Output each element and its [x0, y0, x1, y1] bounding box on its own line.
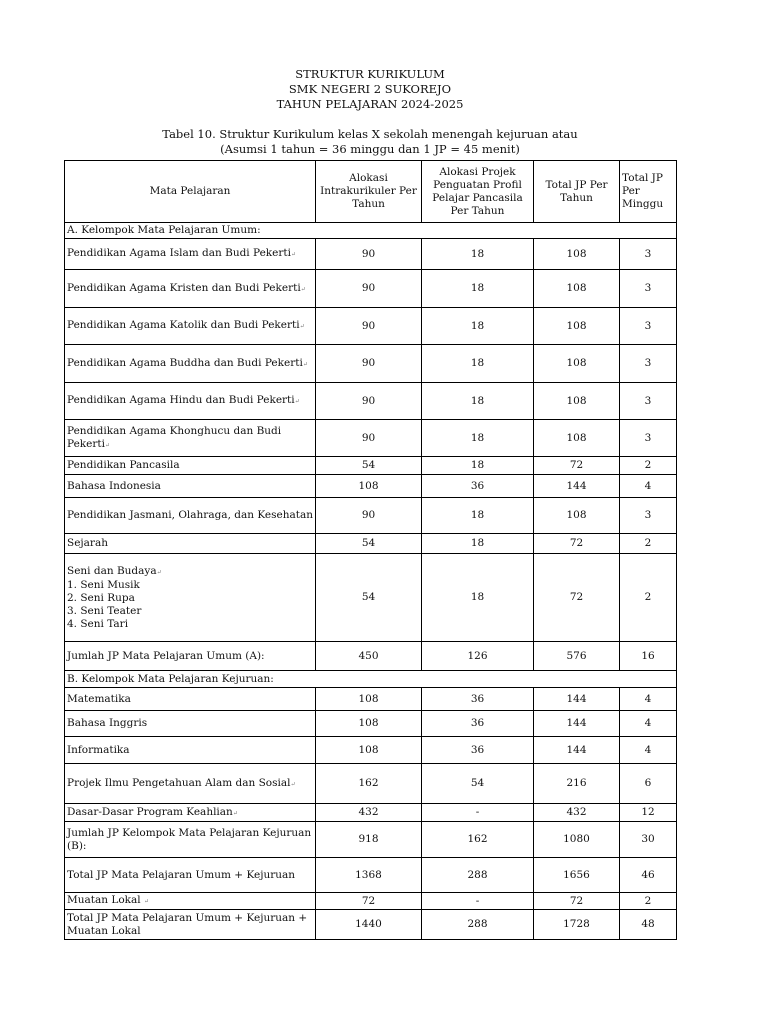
arts-item: 4. Seni Tari	[67, 617, 129, 630]
subject-name: Muatan Lokal	[67, 894, 141, 906]
projek-value: 18	[422, 383, 534, 420]
projek-value: 18	[422, 308, 534, 345]
total-minggu-value: 46	[620, 858, 677, 893]
curriculum-table	[64, 160, 677, 940]
total-minggu-value: 2	[620, 554, 677, 642]
total-minggu-value: 48	[620, 910, 677, 940]
projek-value: 18	[422, 239, 534, 270]
total-tahun-value: 216	[534, 764, 620, 804]
total-tahun-value: 144	[534, 737, 620, 764]
intra-value: 1368	[316, 858, 422, 893]
subject-name: Pendidikan Agama Islam dan Budi Pekerti	[67, 247, 291, 259]
paragraph-mark: ↵	[302, 360, 308, 368]
total-minggu-value: 3	[620, 270, 677, 308]
intra-value: 432	[316, 804, 422, 822]
projek-value: 288	[422, 858, 534, 893]
projek-value: 54	[422, 764, 534, 804]
paragraph-mark: ↵	[104, 441, 111, 449]
total-tahun-value: 72	[534, 457, 620, 475]
subject-name: Bahasa Inggris	[65, 711, 316, 737]
paragraph-mark: ↵	[299, 323, 305, 330]
total-tahun-value: 144	[534, 688, 620, 711]
intra-value: 108	[316, 688, 422, 711]
arts-item: 3. Seni Teater	[67, 604, 142, 617]
total-tahun-value: 576	[534, 642, 620, 671]
paragraph-mark: ↵	[300, 285, 306, 293]
paragraph-mark: ↵	[294, 398, 300, 405]
subject-name: Total JP Mata Pelajaran Umum + Kejuruan + Muatan Lokal	[65, 910, 316, 940]
total-tahun-value: 144	[534, 475, 620, 498]
subject-name: Sejarah	[65, 534, 316, 554]
total-tahun-value: 108	[534, 308, 620, 345]
projek-value: 18	[422, 270, 534, 308]
projek-value: 162	[422, 822, 534, 858]
paragraph-mark: ↵	[143, 898, 150, 905]
total-tahun-value: 1728	[534, 910, 620, 940]
total-minggu-value: 2	[620, 893, 677, 910]
caption-title: Tabel 10. Struktur Kurikulum kelas X sekolah menengah kejuruan atau	[162, 127, 578, 141]
projek-value: 18	[422, 498, 534, 534]
subtotal-a-row	[65, 642, 677, 671]
projek-value: 18	[422, 554, 534, 642]
intra-value: 1440	[316, 910, 422, 940]
paragraph-mark: ↵	[290, 780, 296, 788]
header-mata-pelajaran: Mata Pelajaran	[65, 161, 316, 223]
paragraph-mark: ↵	[232, 809, 238, 817]
total-minggu-value: 3	[620, 420, 677, 457]
total-tahun-value: 72	[534, 554, 620, 642]
subtotal-b-row	[65, 822, 677, 858]
total-minggu-value: 2	[620, 534, 677, 554]
projek-value: 18	[422, 420, 534, 457]
intra-value: 54	[316, 457, 422, 475]
projek-value: 18	[422, 345, 534, 383]
grand-total-row	[65, 910, 677, 940]
muatan-lokal-row	[65, 893, 677, 910]
subject-name: Pendidikan Pancasila	[65, 457, 316, 475]
header-school: SMK NEGERI 2 SUKOREJO	[288, 82, 452, 96]
projek-value: 18	[422, 457, 534, 475]
total-minggu-value: 3	[620, 308, 677, 345]
total-minggu-value: 3	[620, 239, 677, 270]
group-b-row	[65, 671, 677, 688]
total-tahun-value: 72	[534, 893, 620, 910]
total-tahun-value: 1656	[534, 858, 620, 893]
table-row	[65, 345, 677, 383]
total-minggu-value: 4	[620, 737, 677, 764]
table-row	[65, 475, 677, 498]
table-row	[65, 737, 677, 764]
total-tahun-value: 108	[534, 420, 620, 457]
subject-name: Pendidikan Agama Kristen dan Budi Pekerti	[67, 281, 301, 294]
intra-value: 90	[316, 239, 422, 270]
subject-name: Informatika	[65, 737, 316, 764]
table-row	[65, 498, 677, 534]
total-minggu-value: 4	[620, 711, 677, 737]
intra-value: 108	[316, 475, 422, 498]
total-tahun-value: 1080	[534, 822, 620, 858]
projek-value: -	[422, 893, 534, 910]
table-row	[65, 420, 677, 457]
projek-value: 126	[422, 642, 534, 671]
total-tahun-value: 108	[534, 270, 620, 308]
subject-name: Pendidikan Agama Hindu dan Budi Pekerti	[67, 394, 295, 406]
arts-row	[65, 554, 677, 642]
total-tahun-value: 432	[534, 804, 620, 822]
table-row	[65, 270, 677, 308]
intra-value: 450	[316, 642, 422, 671]
subject-name: Pendidikan Agama Buddha dan Budi Pekerti	[67, 356, 303, 369]
projek-value: 288	[422, 910, 534, 940]
group-a-row	[65, 223, 677, 239]
arts-item: 2. Seni Rupa	[67, 591, 135, 604]
document-header	[0, 67, 740, 112]
total-minggu-value: 30	[620, 822, 677, 858]
intra-value: 54	[316, 534, 422, 554]
table-row	[65, 534, 677, 554]
header-title: STRUKTUR KURIKULUM	[295, 67, 445, 81]
paragraph-mark: ↵	[290, 251, 297, 258]
total-minggu-value: 6	[620, 764, 677, 804]
intra-value: 90	[316, 308, 422, 345]
header-total-jp-tahun: Total JP Per Tahun	[534, 161, 620, 223]
subject-name: Dasar-Dasar Program Keahlian	[67, 805, 233, 818]
total-tahun-value: 108	[534, 498, 620, 534]
group-b-label: B. Kelompok Mata Pelajaran Kejuruan:	[65, 671, 677, 688]
table-caption	[0, 127, 740, 157]
subject-name: Total JP Mata Pelajaran Umum + Kejuruan	[65, 858, 316, 893]
header-alokasi-projek: Alokasi Projek Penguatan Profil Pelajar Pancasila Per Tahun	[422, 161, 534, 223]
intra-value: 54	[316, 554, 422, 642]
arts-item: 1. Seni Musik	[67, 578, 140, 591]
table-row	[65, 308, 677, 345]
arts-title: Seni dan Budaya	[67, 564, 157, 577]
table-row	[65, 764, 677, 804]
total-umum-kejuruan-row	[65, 858, 677, 893]
intra-value: 72	[316, 893, 422, 910]
subject-name: Matematika	[65, 688, 316, 711]
subject-name: Pendidikan Agama Katolik dan Budi Pekerti	[67, 319, 300, 331]
intra-value: 108	[316, 737, 422, 764]
projek-value: 18	[422, 534, 534, 554]
paragraph-mark: ↵	[156, 568, 162, 576]
projek-value: 36	[422, 737, 534, 764]
projek-value: 36	[422, 475, 534, 498]
table-row	[65, 383, 677, 420]
intra-value: 162	[316, 764, 422, 804]
subject-name: Jumlah JP Mata Pelajaran Umum (A):	[65, 642, 316, 671]
table-row	[65, 711, 677, 737]
subject-name: Projek Ilmu Pengetahuan Alam dan Sosial	[67, 776, 291, 789]
table-row	[65, 457, 677, 475]
total-minggu-value: 12	[620, 804, 677, 822]
intra-value: 108	[316, 711, 422, 737]
header-total-jp-minggu: Total JP Per Minggu	[620, 161, 677, 223]
intra-value: 90	[316, 270, 422, 308]
total-tahun-value: 108	[534, 383, 620, 420]
total-tahun-value: 144	[534, 711, 620, 737]
group-a-label: A. Kelompok Mata Pelajaran Umum:	[65, 223, 677, 239]
table-row	[65, 804, 677, 822]
subject-name: Jumlah JP Kelompok Mata Pelajaran Kejuruan (B):	[65, 822, 316, 858]
header-alokasi-intrakurikuler: Alokasi Intrakurikuler Per Tahun	[316, 161, 422, 223]
subject-name: Pendidikan Jasmani, Olahraga, dan Kesehatan	[65, 498, 316, 534]
projek-value: 36	[422, 688, 534, 711]
intra-value: 90	[316, 498, 422, 534]
table-header-row	[65, 161, 677, 223]
intra-value: 90	[316, 383, 422, 420]
caption-assumption: (Asumsi 1 tahun = 36 minggu dan 1 JP = 45 menit)	[220, 142, 520, 156]
header-year: TAHUN PELAJARAN 2024-2025	[276, 97, 464, 111]
subject-name: Bahasa Indonesia	[65, 475, 316, 498]
table-row	[65, 688, 677, 711]
total-tahun-value: 108	[534, 239, 620, 270]
intra-value: 918	[316, 822, 422, 858]
total-minggu-value: 16	[620, 642, 677, 671]
total-minggu-value: 4	[620, 688, 677, 711]
intra-value: 90	[316, 345, 422, 383]
total-minggu-value: 2	[620, 457, 677, 475]
subject-name: Pendidikan Agama Khonghucu dan Budi Pekerti	[67, 424, 282, 450]
projek-value: 36	[422, 711, 534, 737]
projek-value: -	[422, 804, 534, 822]
total-tahun-value: 108	[534, 345, 620, 383]
total-minggu-value: 3	[620, 383, 677, 420]
intra-value: 90	[316, 420, 422, 457]
total-minggu-value: 4	[620, 475, 677, 498]
table-row	[65, 239, 677, 270]
total-minggu-value: 3	[620, 498, 677, 534]
total-minggu-value: 3	[620, 345, 677, 383]
total-tahun-value: 72	[534, 534, 620, 554]
